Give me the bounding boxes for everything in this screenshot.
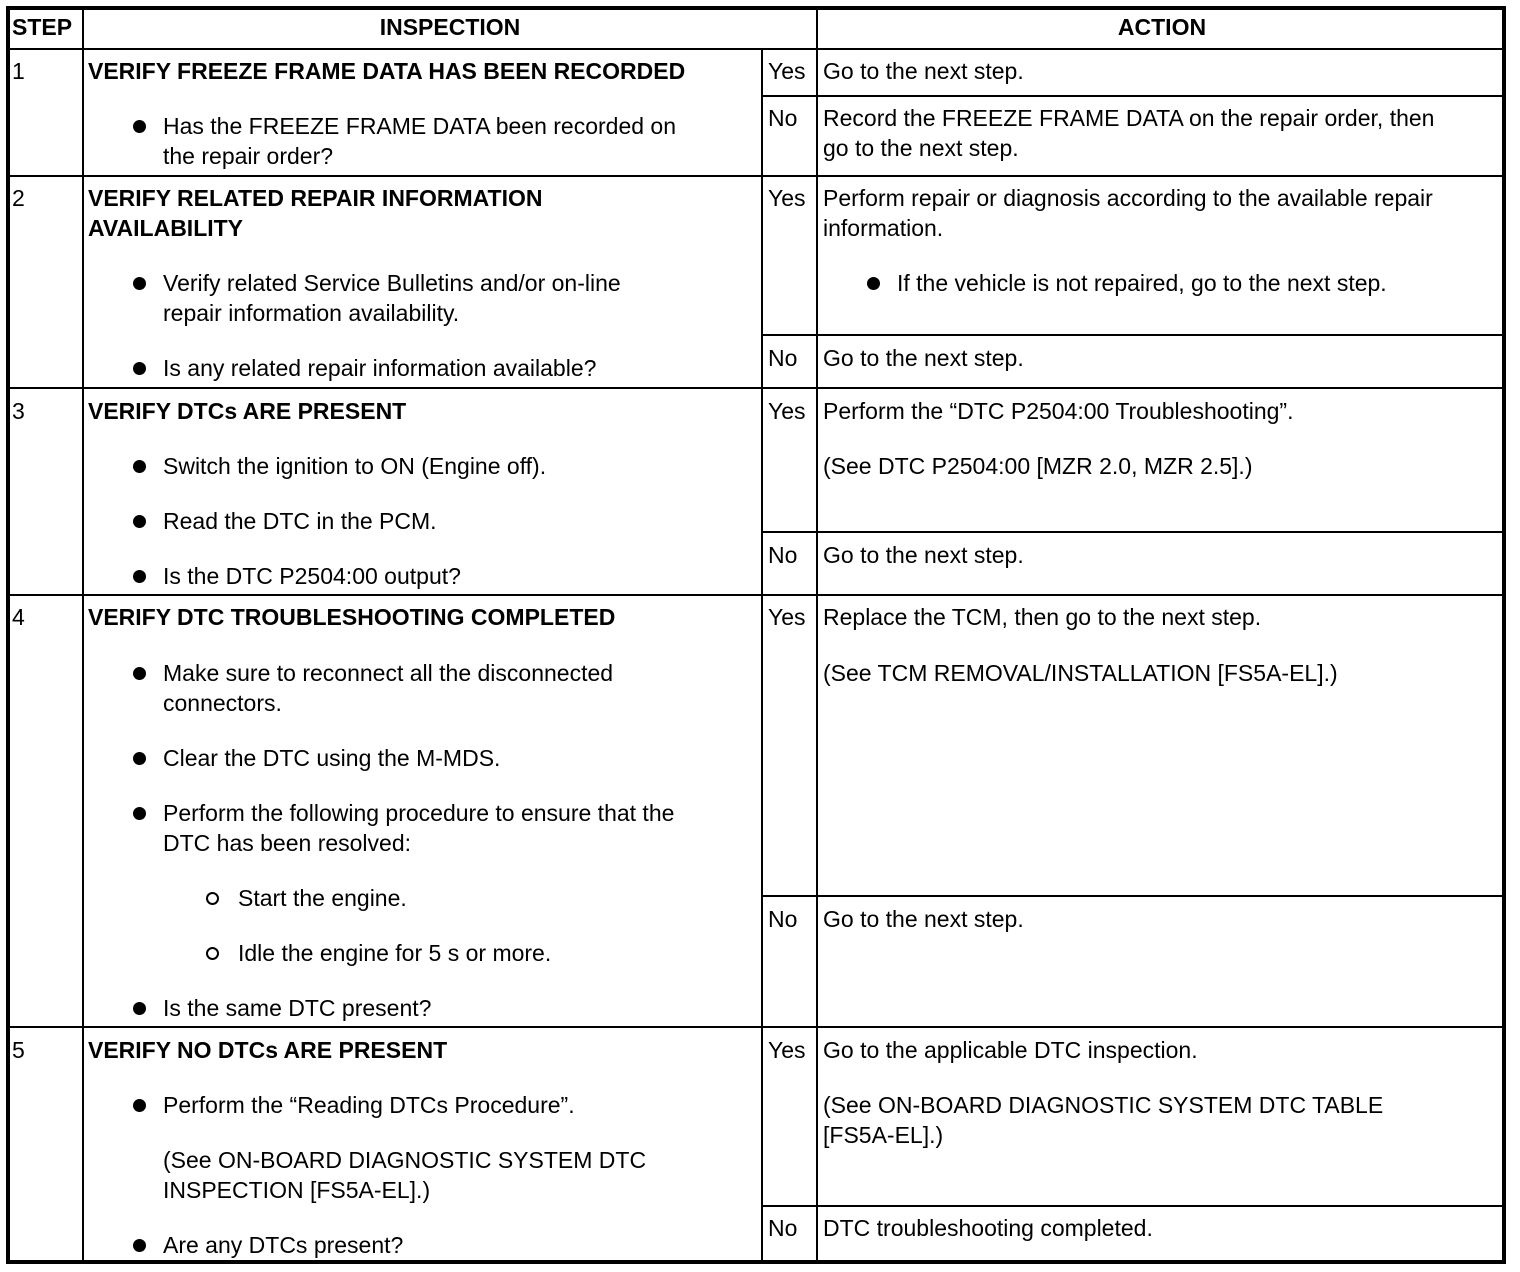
inspection-item: repair information availability. — [163, 300, 460, 326]
yes-action: [FS5A-EL].) — [823, 1122, 944, 1148]
yes-action: Replace the TCM, then go to the next step. — [823, 604, 1262, 630]
no-action: Go to the next step. — [823, 345, 1024, 371]
step-title: VERIFY NO DTCs ARE PRESENT — [88, 1037, 448, 1063]
row-divider — [6, 175, 1506, 177]
row-divider — [761, 895, 1506, 897]
bullet-icon — [133, 570, 146, 583]
bullet-icon — [133, 362, 146, 375]
bullet-icon — [133, 277, 146, 290]
yes-label: Yes — [768, 1037, 806, 1063]
bullet-icon — [867, 277, 880, 290]
no-action: go to the next step. — [823, 135, 1019, 161]
yes-action: (See DTC P2504:00 [MZR 2.0, MZR 2.5].) — [823, 453, 1253, 479]
no-action: DTC troubleshooting completed. — [823, 1215, 1153, 1241]
no-action: Record the FREEZE FRAME DATA on the repair order, then — [823, 105, 1435, 131]
inspection-subitem: Start the engine. — [238, 885, 407, 911]
yes-action: Go to the applicable DTC inspection. — [823, 1037, 1198, 1063]
yes-action: Perform the “DTC P2504:00 Troubleshooting”. — [823, 398, 1294, 424]
inspection-item: Is the same DTC present? — [163, 995, 432, 1021]
no-label: No — [768, 1215, 798, 1241]
inspection-item: INSPECTION [FS5A-EL].) — [163, 1177, 431, 1203]
header-action: ACTION — [1117, 14, 1207, 40]
inspection-item: DTC has been resolved: — [163, 830, 412, 856]
row-divider — [6, 1026, 1506, 1028]
column-divider — [816, 6, 818, 1264]
bullet-icon — [133, 667, 146, 680]
column-divider — [82, 6, 84, 1264]
bullet-icon — [133, 120, 146, 133]
yes-action: (See ON-BOARD DIAGNOSTIC SYSTEM DTC TABLE — [823, 1092, 1384, 1118]
no-label: No — [768, 345, 798, 371]
sub-bullet-icon — [206, 892, 219, 905]
yes-action: (See TCM REMOVAL/INSTALLATION [FS5A-EL].) — [823, 660, 1338, 686]
yes-label: Yes — [768, 398, 806, 424]
row-divider — [761, 531, 1506, 533]
yes-action: information. — [823, 215, 944, 241]
inspection-item: the repair order? — [163, 143, 334, 169]
yes-label: Yes — [768, 58, 806, 84]
inspection-item: Has the FREEZE FRAME DATA been recorded on — [163, 113, 677, 139]
inspection-item: Perform the “Reading DTCs Procedure”. — [163, 1092, 575, 1118]
step-number: 1 — [12, 58, 25, 84]
yes-action: Go to the next step. — [823, 58, 1024, 84]
header-inspection: INSPECTION — [379, 14, 521, 40]
inspection-item: Verify related Service Bulletins and/or on-line — [163, 270, 621, 296]
inspection-item: Is any related repair information available? — [163, 355, 597, 381]
row-divider — [761, 95, 1506, 97]
bullet-icon — [133, 1099, 146, 1112]
inspection-item: (See ON-BOARD DIAGNOSTIC SYSTEM DTC — [163, 1147, 647, 1173]
step-number: 5 — [12, 1037, 25, 1063]
bullet-icon — [133, 515, 146, 528]
inspection-subitem: Idle the engine for 5 s or more. — [238, 940, 552, 966]
yes-label: Yes — [768, 604, 806, 630]
row-divider — [761, 1205, 1506, 1207]
step-title: VERIFY FREEZE FRAME DATA HAS BEEN RECORDED — [88, 58, 686, 84]
sub-bullet-icon — [206, 947, 219, 960]
yes-label: Yes — [768, 185, 806, 211]
bullet-icon — [133, 1002, 146, 1015]
inspection-item: Make sure to reconnect all the disconnected — [163, 660, 614, 686]
column-divider — [761, 48, 763, 1264]
inspection-item: Clear the DTC using the M-MDS. — [163, 745, 501, 771]
row-divider — [761, 334, 1506, 336]
row-divider — [6, 594, 1506, 596]
no-label: No — [768, 542, 798, 568]
no-action: Go to the next step. — [823, 542, 1024, 568]
step-title: AVAILABILITY — [88, 215, 244, 241]
row-divider — [6, 387, 1506, 389]
inspection-item: connectors. — [163, 690, 282, 716]
bullet-icon — [133, 460, 146, 473]
bullet-icon — [133, 1239, 146, 1252]
header-step: STEP — [12, 14, 73, 40]
no-label: No — [768, 906, 798, 932]
inspection-item: Switch the ignition to ON (Engine off). — [163, 453, 547, 479]
yes-action: Perform repair or diagnosis according to the available repair — [823, 185, 1433, 211]
step-title: VERIFY DTCs ARE PRESENT — [88, 398, 407, 424]
no-label: No — [768, 105, 798, 131]
yes-action: If the vehicle is not repaired, go to the next step. — [897, 270, 1387, 296]
inspection-item: Perform the following procedure to ensure that the — [163, 800, 675, 826]
inspection-item: Is the DTC P2504:00 output? — [163, 563, 461, 589]
bullet-icon — [133, 752, 146, 765]
row-divider — [6, 48, 1506, 50]
no-action: Go to the next step. — [823, 906, 1024, 932]
bullet-icon — [133, 807, 146, 820]
step-title: VERIFY DTC TROUBLESHOOTING COMPLETED — [88, 604, 616, 630]
step-number: 3 — [12, 398, 25, 424]
step-title: VERIFY RELATED REPAIR INFORMATION — [88, 185, 543, 211]
step-number: 2 — [12, 185, 25, 211]
inspection-item: Are any DTCs present? — [163, 1232, 404, 1258]
step-number: 4 — [12, 604, 25, 630]
inspection-item: Read the DTC in the PCM. — [163, 508, 437, 534]
